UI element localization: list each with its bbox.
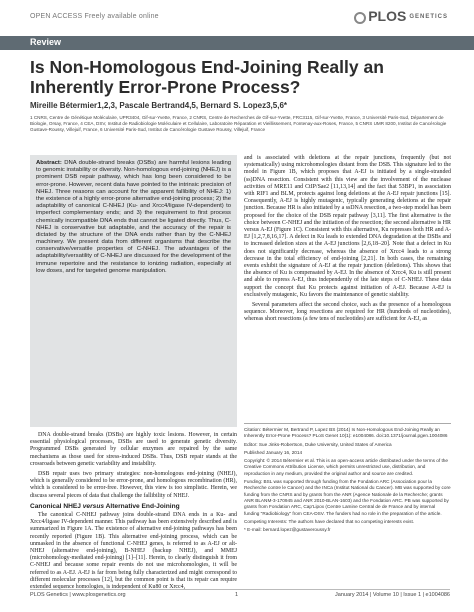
issue-info: January 2014 | Volume 10 | Issue 1 | e1004086 <box>335 592 450 598</box>
right-paragraph-1: and is associated with deletions at the repair junctions, frequently (but not systematically) using microhomologies distant from the DSB. This signature led to the model in Figure 1B, which proposes that A-EJ is initiated by a single-stranded (ss)DNA resection. Consistent with this view are the involvement of the nuclease activities of MRE11 and CtIP/Sae2 [11,13,14] and the fact that 53BP1, in association with RIF1 and BLM, protects against long deletions at the A-EJ repair junctions [15]. Consequently, A-EJ is highly mutagenic, typically generating deletions at the repair junction. Because HR is also initiated by a ssDNA resection, a two-step model has been proposed for the choice of the DSB repair pathway [3,11]. The first alternative is the choice between C-NHEJ and the initiation of the resection; the second alternative is HR versus A-EJ (Figure 1C). Consistent with this alternative, Ku represses both HR and A-EJ [1,2,7,8,16,17]. A defect in Ku leads to extended DNA degradation at the DSBs and to increased deletion sizes at the A-EJ junctions [2,6,18–20]. Note that a defect in Ku does not significantly decrease, whereas the absence of Xrcc4 leads to a strong decrease in the total efficiency of end-joining [2,21]. In both cases, the remaining events exhibit the signature of A-EJ at the repair junction (deletions). This shows that the absence of Ku is compensated by A-EJ. In the absence of Xrcc4, Ku is still present and able to repress A-EJ, thus independently of the late steps of C-NHEJ. These data support the concept that Ku protects against initiation of A-EJ. Because A-EJ is exclusively mutagenic, Ku favors the maintenance of genetic stability. <box>244 155 451 298</box>
citation: Citation: Bétermier M, Bertrand P, Lopez BS (2014) Is Non-Homologous End-Joining Really an Inherently Error-Prone Process? PLoS Genet 10(1): e1004086. doi:10.1371/journal.pgen.1004086 <box>244 427 448 439</box>
section-heading <box>30 503 237 510</box>
published-date: Published January 16, 2014 <box>244 449 303 455</box>
section-heading-part-a: Canonical NHEJ <box>30 502 83 510</box>
abstract-box <box>30 155 237 427</box>
plos-logo-icon <box>354 12 366 24</box>
right-paragraph-2: Several parameters affect the second choice, such as the presence of a homologous sequence. Moreover, long resections are required for HR (hundreds of nucleotides), whereas short resections (a few tens of nucleotides) are sufficient for A-EJ, as <box>244 302 451 323</box>
section-heading-part-c: Alternative End-Joining <box>104 502 180 510</box>
article-metadata <box>244 420 451 590</box>
plos-logo-subtitle: GENETICS <box>409 14 448 21</box>
journal-url[interactable]: PLOS Genetics | www.plosgenetics.org <box>30 592 126 598</box>
plos-logo-text: PLOS <box>368 8 407 24</box>
body-column-left <box>30 432 237 591</box>
journal-header <box>0 0 474 36</box>
page-footer <box>30 592 450 602</box>
footer-divider <box>30 589 450 590</box>
copyright: Copyright: © 2014 Bétermier et al. This is an open-access article distributed under the terms of the Creative Commons Attribution License, which permits unrestricted use, distribution, and reproduction in any medium, provided the original author and source are credited. <box>244 458 448 476</box>
section-heading-part-b: versus <box>82 502 105 510</box>
editor: Editor: Sue Jinks-Robertson, Duke University, United States of America <box>244 441 392 447</box>
funding: Funding: BSL was supported through funding from the Fondation ARC (Association pour la Recherche contre le Cancer) and the INCa (Institut National du Cancer). MB was supported by core funding from the CNRS and by grants from the ANR (Agence Nationale de la Recherche; grants ANR BLANM-3-170945 and ANR 2010-BLAN-1603) and the Fondation ARC. PB was supported by grants from Fondation ARC, Cap'Lipox (Centre Lamine Central de de France and by internal funding "Radiobiology" from CEA-DSV. The funders had no role in the preparation of the article. <box>244 479 451 516</box>
email-link[interactable]: * E-mail: bernard.lopez@gustaveroussy.fr <box>244 527 331 533</box>
section-banner <box>0 36 474 50</box>
competing-interests: Competing Interests: The authors have declared that no competing interests exist. <box>244 518 415 524</box>
abstract-text: DNA double-strand breaks (DSBs) are harmful lesions leading to genomic instability or diversity. Non-homologous end-joining (NHEJ) is a prominent DSB repair pathway, which has long been considered to be error-prone. However, recent data have pointed to the intrinsic precision of NHEJ. Three reasons can account for the apparent fallibility of NHEJ: 1) the existence of a highly error-prone alternative end-joining process; 2) the adaptability of canonical C-NHEJ (Ku- and Xrcc4/ligase IV-dependent) to imperfect complementary ends; and 3) the requirement to first process chemically incompatible DNA ends that cannot be ligated directly. Thus, C-NHEJ is conservative but adaptable, and the accuracy of the repair is dictated by the structure of the DNA ends rather than by the C-NHEJ machinery. We present data from different organisms that describe the conservative/versatile properties of C-NHEJ. The advantages of the adaptability/versatility of C-NHEJ are discussed for the development of the immune repertoire and the resistance to ionizing radiation, especially at low doses, and for targeted genome manipulation. <box>36 160 231 274</box>
section-label: Review <box>30 37 62 47</box>
section-paragraph-1: The canonical C-NHEJ pathway joins double-strand DNA ends in a Ku- and Xrcc4/ligase IV-dependent manner. This pathway has been extensively described and is summarized in Figure 1A. The existence of alternative end-joining pathways has been recently reported (Figure 1B). This alternative end-joining process, which can be unmasked in the absence of functional C-NHEJ genes, is referred to as A-EJ or alt-NHEJ (alternative end-joining), B-NHEJ (backup NHEJ), and MMEJ (microhomology-mediated end-joining) [1]–[11]. Herein, to clearly distinguish it from C-NHEJ and because some repair events do not use microhomologies, it will be referred to as A-EJ. A-EJ is far from being fully characterized and might correspond to different molecular processes [12], but the common point is that its repair can require extended sequence homologies, is independent of Ku80 or Xrcc4, <box>30 512 237 591</box>
article-title: Is Non-Homologous End-Joining Really an Inherently Error-Prone Process? <box>30 57 384 97</box>
intro-paragraph-1: DNA double-strand breaks (DSBs) are highly toxic lesions. However, in certain essential physiological processes, DSBs are used to generate genetic diversity. Programmed DSBs generated by cellular enzymes are repaired by the same mechanisms as those used for stress-induced DSBs. Thus, DSB repair stands at the crossroads between genetic variability and instability. <box>30 432 237 467</box>
open-access-banner: OPEN ACCESS Freely available online <box>30 13 159 20</box>
author-list: Mireille Bétermier1,2,3, Pascale Bertrand4,5, Bernard S. Lopez3,5,6* <box>30 101 288 110</box>
plos-logo <box>354 8 448 24</box>
divider <box>244 423 451 424</box>
intro-paragraph-2: DSB repair uses two primary strategies: non-homologous end-joining (NHEJ), which is generally considered to be error-prone, and homologous recombination (HR), which is considered to be error-free. However, this view is too simplistic. Herein, we discuss several pieces of data that challenge the fallibility of NHEJ. <box>30 471 237 499</box>
page-number: 1 <box>235 592 239 598</box>
affiliations: 1 CNRS, Centre de Génétique Moléculaire, UPR3404, Gif-sur-Yvette, France, 2 CNRS, Centre de Recherches de Gif-sur-Yvette, FRC3115, Gif-sur-Yvette, France, 3 Université Paris-Sud, Département de Biologie, Orsay, France, 4 CEA, DSV, Institut de Radiobiologie Moléculaire et Cellulaire, Laboratoire Réparation et Vieillissement, Fontenay-aux-Roses, France, 5 CNRS UMR 8200, Institut de Cancérologie Gustave-Roussy, Villejuif, France, 6 Université Paris-Sud, Institut de Cancérologie Gustave Roussy, Villejuif, France <box>30 115 447 133</box>
abstract-label: Abstract: <box>36 160 62 166</box>
